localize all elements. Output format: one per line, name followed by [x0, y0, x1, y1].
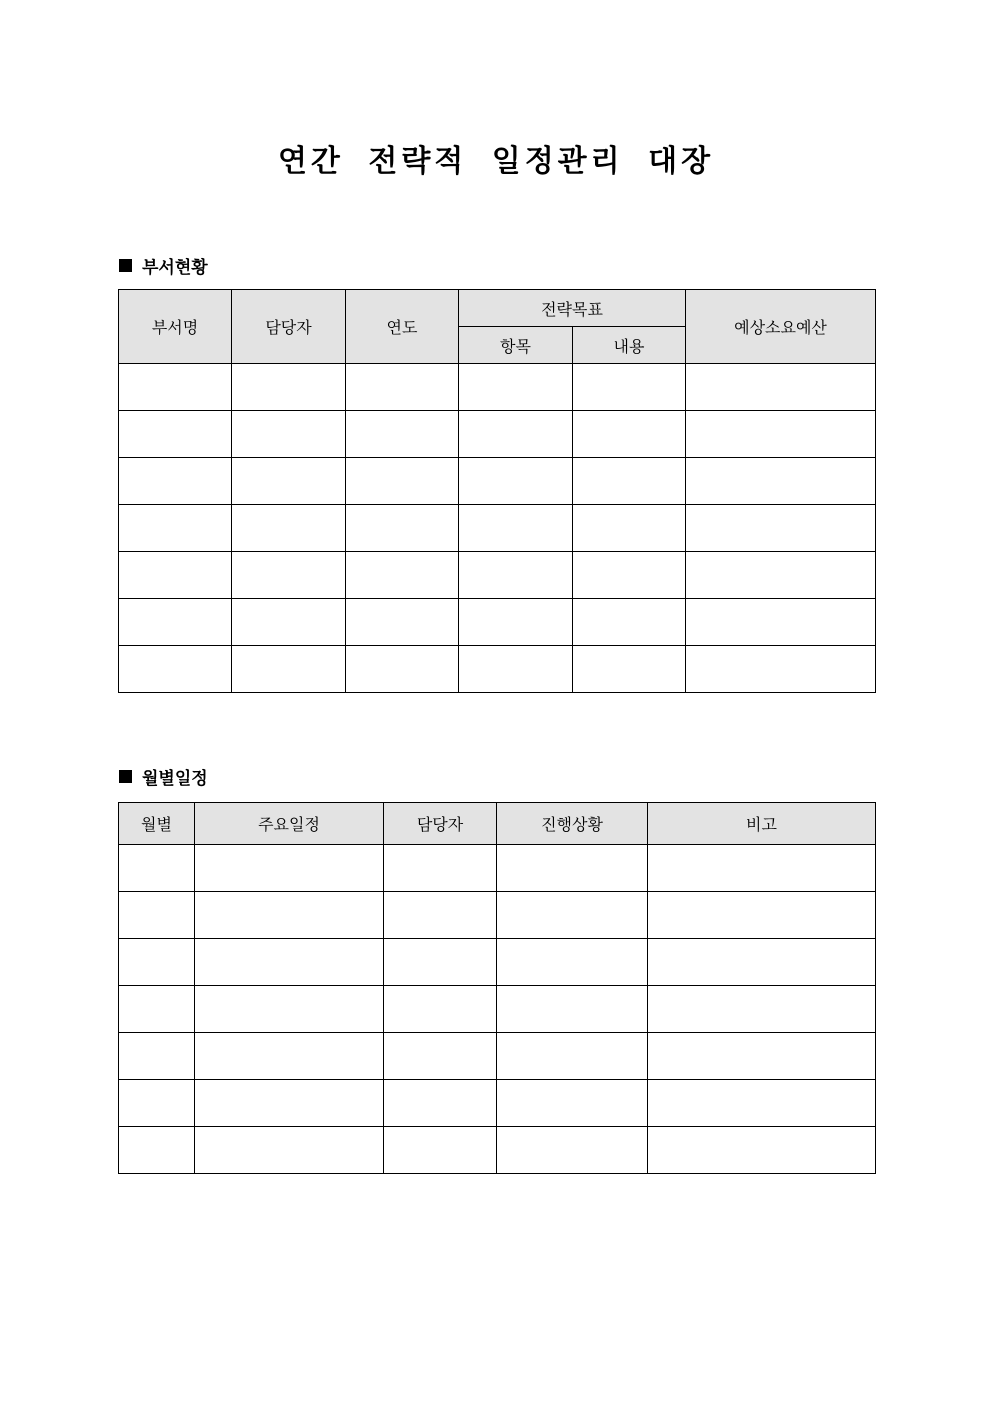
header-remarks: 비고	[648, 803, 876, 845]
table-cell[interactable]	[232, 505, 346, 552]
table-cell[interactable]	[119, 1080, 195, 1127]
table-cell[interactable]	[686, 411, 876, 458]
table-row	[119, 1080, 876, 1127]
table-cell[interactable]	[195, 892, 384, 939]
table-cell[interactable]	[648, 1080, 876, 1127]
header-strategic-goal: 전략목표	[459, 290, 686, 327]
header-year: 연도	[346, 290, 459, 364]
table-row	[119, 1033, 876, 1080]
table-cell[interactable]	[459, 411, 573, 458]
table-cell[interactable]	[119, 986, 195, 1033]
table-row	[119, 505, 876, 552]
table-cell[interactable]	[686, 599, 876, 646]
table-cell[interactable]	[195, 845, 384, 892]
table-row	[119, 892, 876, 939]
section-heading-label: 월별일정	[142, 769, 208, 789]
table-cell[interactable]	[497, 845, 648, 892]
table-cell[interactable]	[119, 845, 195, 892]
table-cell[interactable]	[119, 1033, 195, 1080]
table-cell[interactable]	[119, 505, 232, 552]
square-bullet-icon	[119, 770, 132, 783]
table-cell[interactable]	[232, 364, 346, 411]
table-cell[interactable]	[384, 845, 497, 892]
table-cell[interactable]	[119, 892, 195, 939]
table-row	[119, 646, 876, 693]
table-row	[119, 458, 876, 505]
table-cell[interactable]	[346, 364, 459, 411]
table-cell[interactable]	[648, 939, 876, 986]
table-cell[interactable]	[232, 458, 346, 505]
monthly-table-body	[119, 845, 876, 1174]
table-cell[interactable]	[384, 1127, 497, 1174]
table-cell[interactable]	[346, 458, 459, 505]
table-cell[interactable]	[346, 505, 459, 552]
table-cell[interactable]	[346, 552, 459, 599]
table-row	[119, 411, 876, 458]
table-cell[interactable]	[232, 599, 346, 646]
table-cell[interactable]	[459, 646, 573, 693]
table-row	[119, 986, 876, 1033]
table-cell[interactable]	[119, 458, 232, 505]
table-cell[interactable]	[346, 599, 459, 646]
table-row	[119, 599, 876, 646]
table-cell[interactable]	[119, 1127, 195, 1174]
table-row	[119, 1127, 876, 1174]
table-cell[interactable]	[648, 892, 876, 939]
document-title: 연간 전략적 일정관리 대장	[277, 144, 715, 179]
table-cell[interactable]	[497, 892, 648, 939]
table-cell[interactable]	[573, 552, 686, 599]
section-heading-monthly	[119, 764, 208, 789]
department-table-body	[119, 364, 876, 693]
table-cell[interactable]	[573, 411, 686, 458]
table-cell[interactable]	[497, 1127, 648, 1174]
table-cell[interactable]	[573, 505, 686, 552]
table-cell[interactable]	[459, 552, 573, 599]
table-cell[interactable]	[384, 1033, 497, 1080]
table-cell[interactable]	[195, 986, 384, 1033]
table-cell[interactable]	[119, 411, 232, 458]
table-cell[interactable]	[384, 1080, 497, 1127]
table-row	[119, 364, 876, 411]
header-budget: 예상소요예산	[686, 290, 876, 364]
table-cell[interactable]	[686, 364, 876, 411]
table-cell[interactable]	[497, 986, 648, 1033]
table-cell[interactable]	[384, 986, 497, 1033]
table-cell[interactable]	[686, 505, 876, 552]
header-item: 항목	[459, 327, 573, 364]
table-cell[interactable]	[686, 646, 876, 693]
table-cell[interactable]	[497, 939, 648, 986]
header-main-schedule: 주요일정	[195, 803, 384, 845]
table-cell[interactable]	[384, 892, 497, 939]
table-cell[interactable]	[459, 599, 573, 646]
table-cell[interactable]	[648, 986, 876, 1033]
table-cell[interactable]	[232, 646, 346, 693]
table-cell[interactable]	[573, 599, 686, 646]
table-cell[interactable]	[648, 1127, 876, 1174]
table-cell[interactable]	[119, 599, 232, 646]
square-bullet-icon	[119, 259, 132, 272]
table-cell[interactable]	[459, 458, 573, 505]
table-row	[119, 552, 876, 599]
table-cell[interactable]	[119, 552, 232, 599]
table-cell[interactable]	[232, 552, 346, 599]
header-content: 내용	[573, 327, 686, 364]
section-heading-label: 부서현황	[142, 258, 208, 278]
table-cell[interactable]	[119, 364, 232, 411]
table-cell[interactable]	[346, 411, 459, 458]
header-month: 월별	[119, 803, 195, 845]
table-cell[interactable]	[232, 411, 346, 458]
table-cell[interactable]	[119, 939, 195, 986]
table-cell[interactable]	[195, 939, 384, 986]
monthly-schedule-table	[118, 802, 876, 1174]
table-cell[interactable]	[648, 845, 876, 892]
table-cell[interactable]	[686, 552, 876, 599]
table-cell[interactable]	[384, 939, 497, 986]
table-cell[interactable]	[195, 1080, 384, 1127]
table-cell[interactable]	[346, 646, 459, 693]
table-row	[119, 939, 876, 986]
table-cell[interactable]	[459, 364, 573, 411]
header-progress: 진행상황	[497, 803, 648, 845]
table-cell[interactable]	[573, 646, 686, 693]
header-dept-name: 부서명	[119, 290, 232, 364]
table-cell[interactable]	[497, 1080, 648, 1127]
header-manager: 담당자	[232, 290, 346, 364]
header-manager: 담당자	[384, 803, 497, 845]
section-heading-department	[119, 253, 208, 278]
table-cell[interactable]	[648, 1033, 876, 1080]
table-cell[interactable]	[195, 1127, 384, 1174]
table-cell[interactable]	[686, 458, 876, 505]
table-cell[interactable]	[119, 646, 232, 693]
table-cell[interactable]	[573, 364, 686, 411]
department-table	[118, 289, 876, 693]
table-cell[interactable]	[497, 1033, 648, 1080]
table-row	[119, 845, 876, 892]
table-cell[interactable]	[459, 505, 573, 552]
table-cell[interactable]	[195, 1033, 384, 1080]
table-cell[interactable]	[573, 458, 686, 505]
